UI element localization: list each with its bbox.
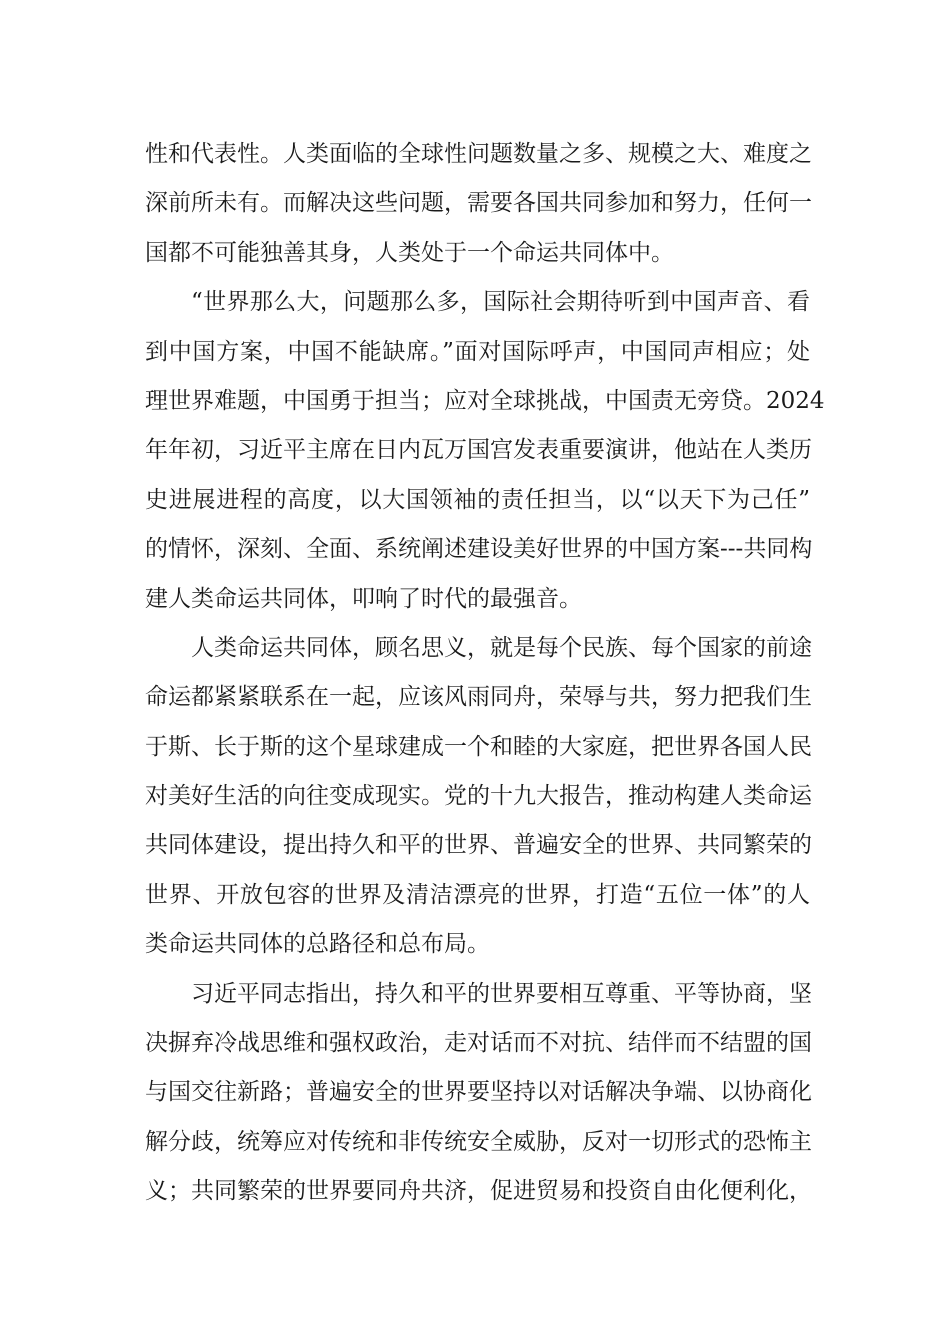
- text-line: 到中国方案，中国不能缺席。”面对国际呼声，中国同声相应；处: [145, 338, 810, 365]
- text-line: 建人类命运共同体，叩响了时代的最强音。: [145, 585, 582, 612]
- text-line: 命运都紧紧联系在一起，应该风雨同舟，荣辱与共，努力把我们生: [145, 684, 812, 711]
- text-line: 决摒弃冷战思维和强权政治，走对话而不对抗、结伴而不结盟的国: [145, 1030, 812, 1057]
- text-line: 类命运共同体的总路径和总布局。: [145, 931, 490, 958]
- text-line: “世界那么大，问题那么多，国际社会期待听到中国声音、看: [191, 289, 810, 316]
- text-line: 共同体建设，提出持久和平的世界、普遍安全的世界、共同繁荣的: [145, 832, 812, 859]
- text-line: 于斯、长于斯的这个星球建成一个和睦的大家庭，把世界各国人民: [145, 733, 812, 760]
- text-line: 性和代表性。人类面临的全球性问题数量之多、规模之大、难度之: [145, 141, 812, 167]
- text-line: 世界、开放包容的世界及清洁漂亮的世界，打造“五位一体”的人: [145, 881, 810, 908]
- text-line: 习近平同志指出，持久和平的世界要相互尊重、平等协商，坚: [191, 980, 812, 1007]
- text-line: 人类命运共同体，顾名思义，就是每个民族、每个国家的前途: [191, 634, 812, 661]
- text-line: 年年初，习近平主席在日内瓦万国宫发表重要演讲，他站在人类历: [145, 437, 812, 464]
- text-line: 与国交往新路；普遍安全的世界要坚持以对话解决争端、以协商化: [145, 1079, 812, 1106]
- body-text: [145, 130, 825, 1217]
- text-line: 对美好生活的向往变成现实。党的十九大报告，推动构建人类命运: [145, 783, 812, 810]
- text-line: 理世界难题，中国勇于担当；应对全球挑战，中国责无旁贷。2024: [145, 387, 825, 414]
- text-line: 深前所未有。而解决这些问题，需要各国共同参加和努力，任何一: [145, 190, 812, 217]
- text-line: 的情怀，深刻、全面、系统阐述建设美好世界的中国方案---共同构: [145, 536, 813, 563]
- text-line: 义；共同繁荣的世界要同舟共济，促进贸易和投资自由化便利化，: [145, 1178, 812, 1205]
- text-line: 解分歧，统筹应对传统和非传统安全威胁，反对一切形式的恐怖主: [145, 1128, 812, 1155]
- text-line: 史进展进程的高度，以大国领袖的责任担当，以“以天下为己任”: [145, 486, 810, 513]
- text-line: 国都不可能独善其身，人类处于一个命运共同体中。: [145, 239, 674, 266]
